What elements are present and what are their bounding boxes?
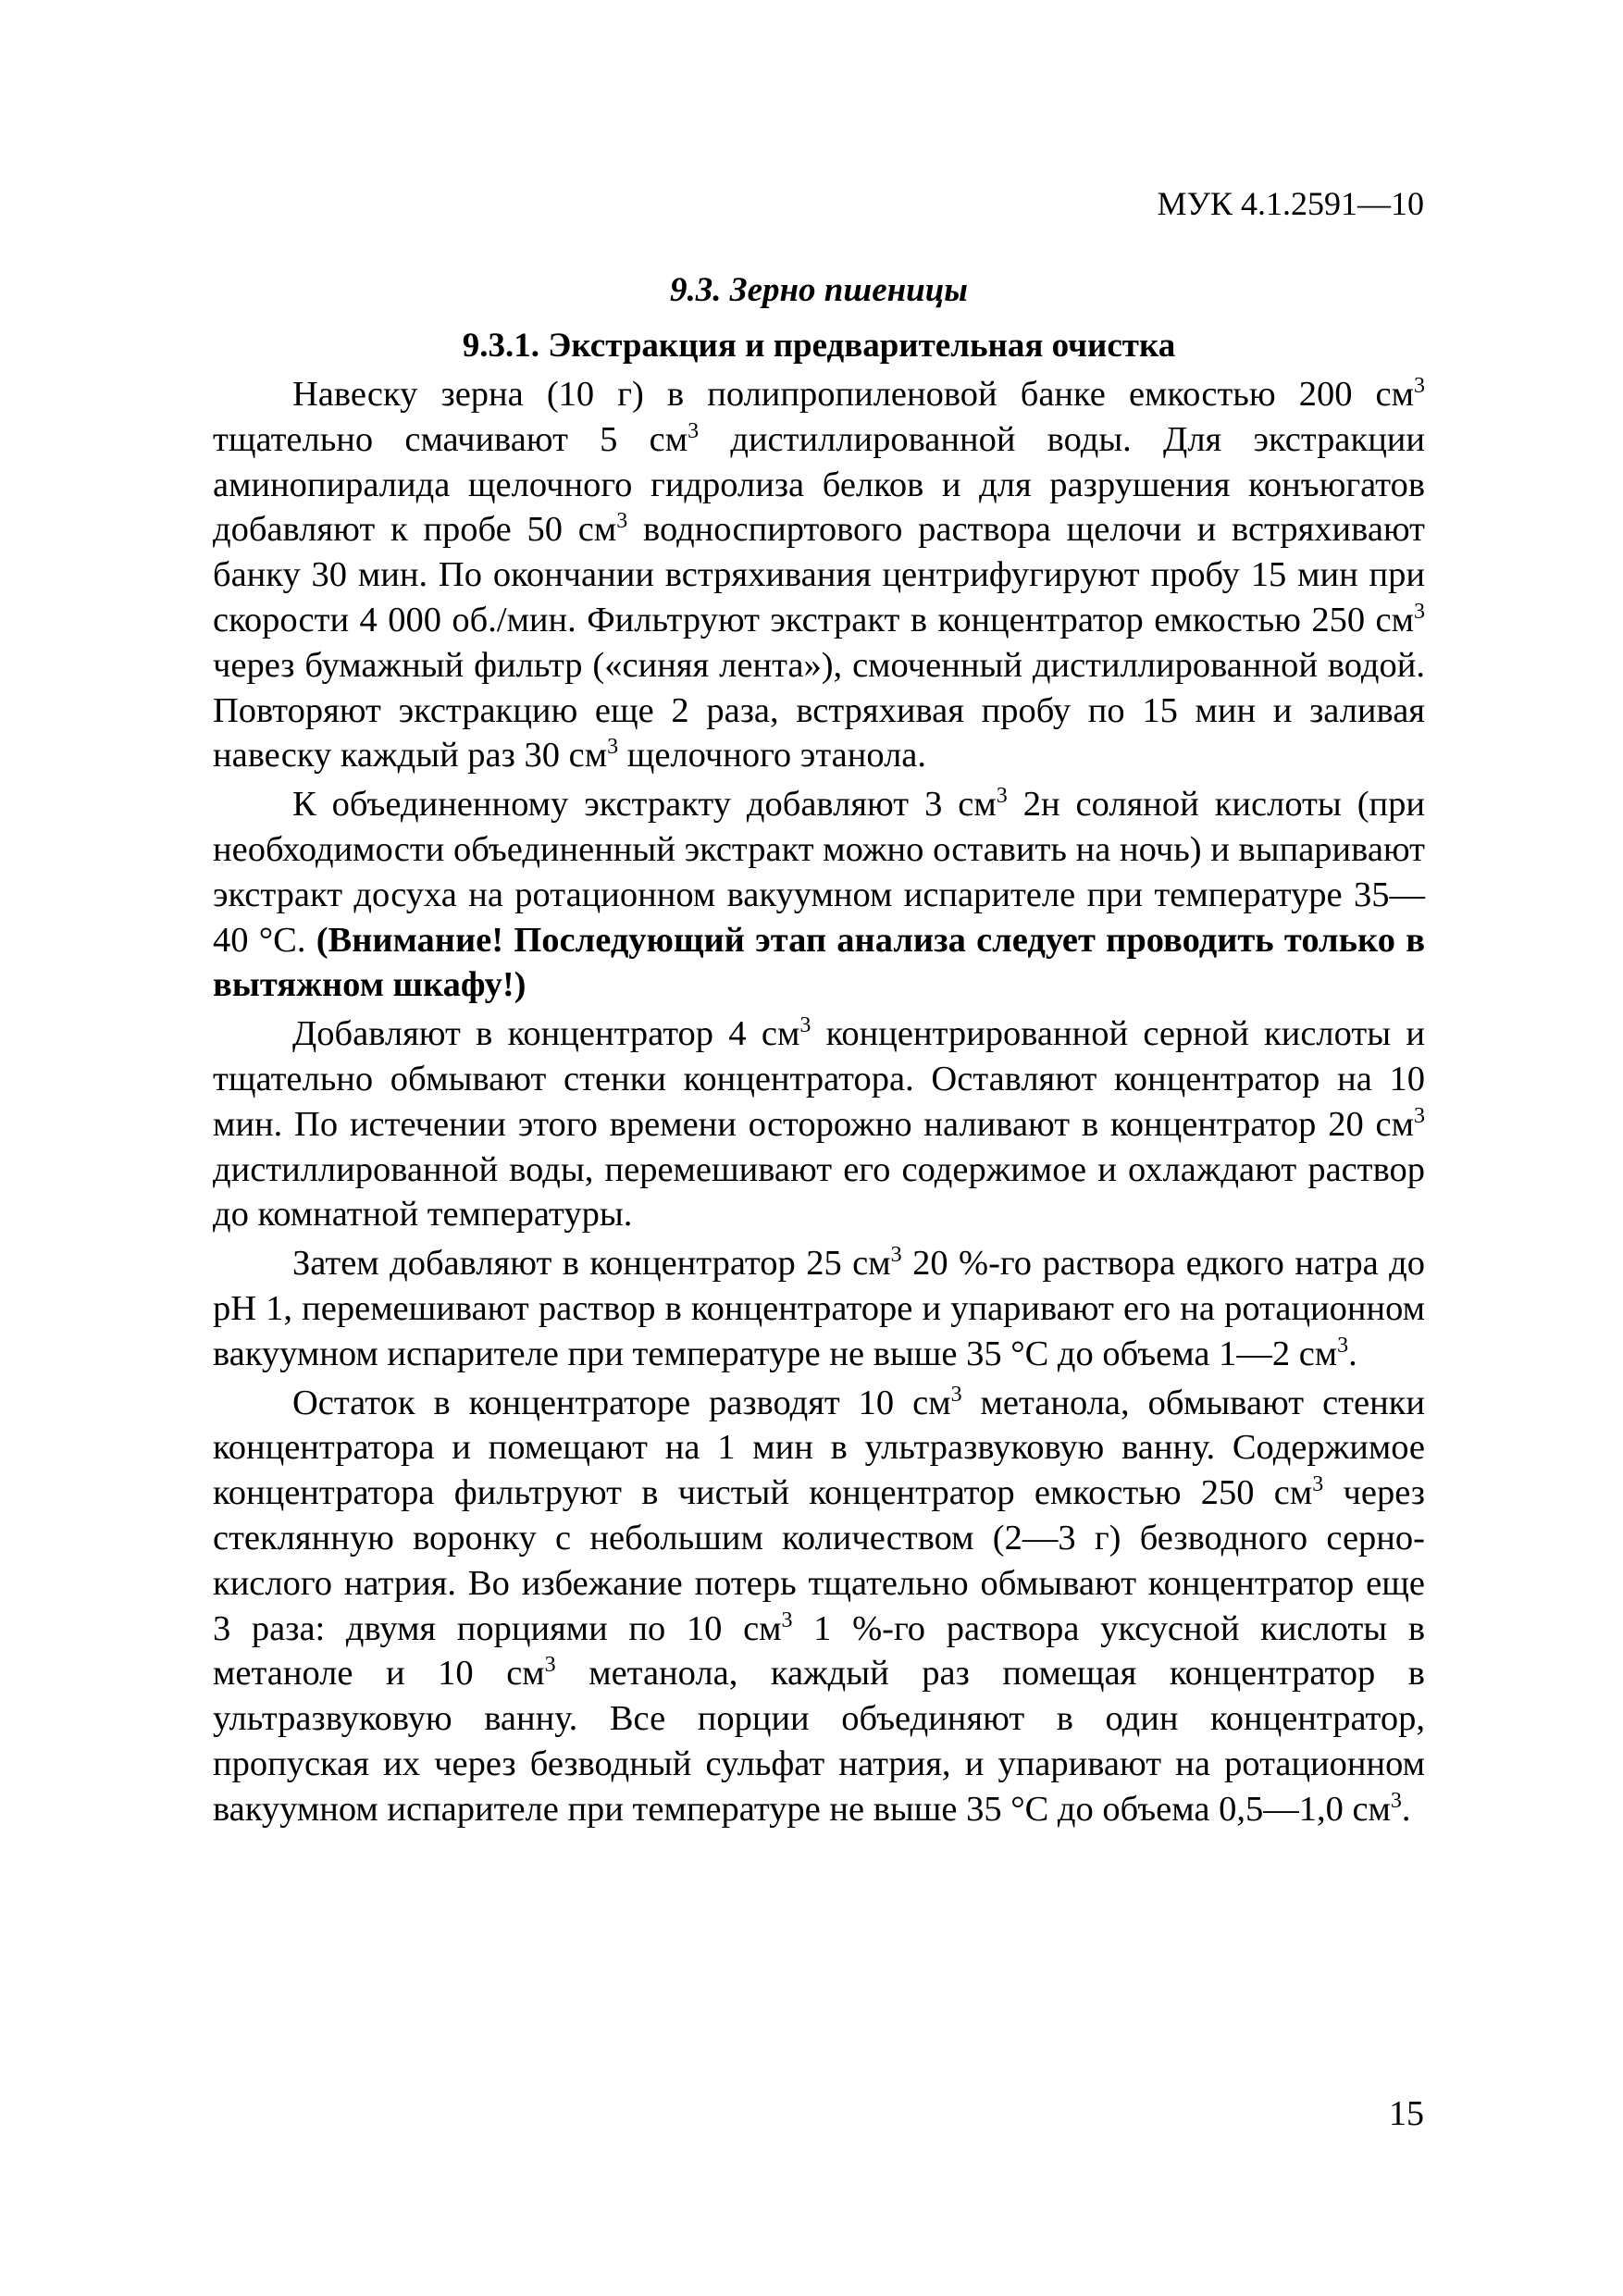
- superscript: 3: [1337, 1333, 1349, 1358]
- text-run: .: [1401, 1789, 1411, 1829]
- superscript: 3: [799, 1013, 812, 1038]
- text-run: тщательно смачивают 5 см: [213, 419, 688, 459]
- superscript: 3: [544, 1653, 556, 1678]
- paragraph-neutralization: [213, 1241, 1425, 1376]
- paragraph-extraction: [213, 372, 1425, 778]
- superscript: 3: [1414, 599, 1425, 624]
- text-run: Затем добавляют в концентратор 25 см: [292, 1244, 891, 1284]
- superscript: 3: [1414, 1103, 1425, 1128]
- subsection-title: 9.3.1. Экстракция и предварительная очистка: [462, 327, 1176, 365]
- text-run: Добавляют в концентратор 4 см: [292, 1014, 800, 1054]
- paragraph-methanol: [213, 1381, 1425, 1832]
- text-run: метанола, обмывают стенки концентратора и помещают на 1 мин в ультразвуковую ванну. Содержимое концентратора фильтруют в чистый концентратор емкостью 250 см: [213, 1383, 1425, 1513]
- superscript: 3: [1312, 1472, 1324, 1497]
- superscript: 3: [950, 1382, 962, 1407]
- page-number: 15: [1389, 2094, 1424, 2133]
- warning-note: (Внимание! Последующий этап анализа следует проводить только в вытяжном шкафу!): [213, 920, 1425, 1005]
- text-run: водноспиртового раствора щелочи и встряхивают банку 30 мин. По окончании встряхивания центрифугируют пробу 15 мин при скорости 4 000 об./мин. Фильтруют экстракт в концентратор емкостью 250 см: [213, 510, 1425, 639]
- document-code: МУК 4.1.2591—10: [1157, 185, 1424, 222]
- text-run: Остаток в концентраторе разводят 10 см: [292, 1383, 951, 1422]
- section-title: 9.3. Зерно пшеницы: [670, 271, 968, 309]
- superscript: 3: [688, 418, 700, 443]
- superscript: 3: [1390, 1788, 1402, 1813]
- paragraph-evaporation: [213, 782, 1425, 1008]
- text-run: 1 %-го раствора уксусной кислоты в метаноле и 10 см: [213, 1608, 1425, 1694]
- superscript: 3: [890, 1243, 902, 1268]
- paragraph-sulfuric-acid: [213, 1011, 1425, 1237]
- text-run: дистиллированной воды, перемешивают его содержимое и охлаждают раствор до комнатной температуры.: [213, 1149, 1425, 1235]
- text-run: через стеклянную воронку с небольшим количеством (2—3 г) безводного серно-кислого натрия. Во избежание потерь тщательно обмывают концентратор еще 3 раза: двумя порциями по 10 см: [213, 1473, 1426, 1648]
- superscript: 3: [607, 735, 619, 760]
- page-body: [213, 268, 1425, 1832]
- text-run: щелочного этанола.: [618, 736, 926, 776]
- text-run: .: [1348, 1334, 1357, 1373]
- text-run: концентрированной серной кислоты и тщательно обмывают стенки концентратора. Оставляют концентратор на 10 мин. По истечении этого времени осторожно наливают в концентратор 20 см: [213, 1014, 1425, 1144]
- text-run: 20 %-го раствора едкого натра до рН 1, перемешивают раствор в концентраторе и упаривают его на ротационном вакуумном испарителе при температуре не выше 35 °С до объема 1—2 см: [213, 1244, 1425, 1373]
- text-run: К объединенному экстракту добавляют 3 см: [292, 785, 997, 825]
- text-run: 2н соляной кислоты (при необходимости объединенный экстракт можно оставить на ночь) и выпаривают экстракт досуха на ротационном вакуумном испарителе при температуре 35—40 °С.: [213, 785, 1425, 960]
- superscript: 3: [616, 509, 628, 534]
- text-run: дистиллированной воды. Для экстракции аминопиралида щелочного гидролиза белков и для разрушения конъюгатов добавляют к пробе 50 см: [213, 419, 1426, 550]
- text-run: через бумажный фильтр («синяя лента»), смоченный дистиллированной водой. Повторяют экстракцию еще 2 раза, встряхивая пробу по 15 мин и заливая навеску каждый раз 30 см: [213, 645, 1425, 776]
- superscript: 3: [781, 1607, 793, 1632]
- text-run: Навеску зерна (10 г) в полипропиленовой банке емкостью 200 см: [292, 375, 1414, 414]
- superscript: 3: [996, 784, 1008, 809]
- text-run: метанола, каждый раз помещая концентратор в ультразвуковую ванну. Все порции объединяют в один концентратор, пропуская их через безводный сульфат натрия, и упаривают на ротационном вакуумном испарителе при температуре не выше 35 °С до объема 0,5—1,0 см: [213, 1654, 1425, 1829]
- superscript: 3: [1414, 374, 1425, 398]
